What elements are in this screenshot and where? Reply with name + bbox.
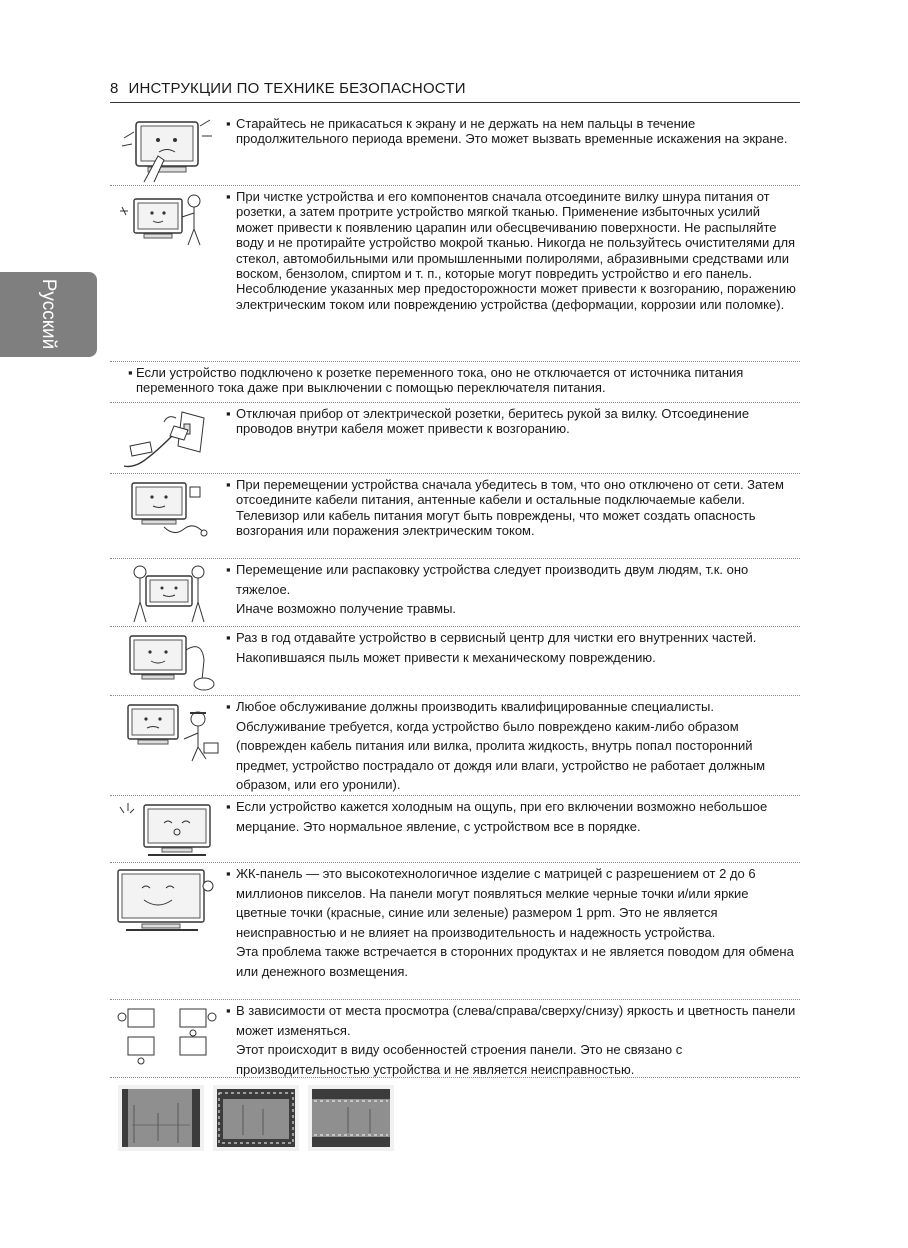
item-text: Накопившаяся пыль может привести к механическому повреждению. [236, 649, 656, 665]
two-people-carry-icon [114, 562, 224, 624]
page-title: ИНСТРУКЦИИ ПО ТЕХНИКЕ БЕЗОПАСНОСТИ [128, 80, 466, 97]
plug-unplug-icon [114, 406, 224, 472]
safety-item: ▪ Раз в год отдавайте устройство в сервисный центр для чистки его внутренних частей. Накопившаяся пыль может привести к механическому повреждению. [110, 626, 800, 696]
viewing-angle-icon [114, 1003, 224, 1065]
tv-cleaning-icon [114, 189, 224, 249]
item-text: В зависимости от места просмотра (слева/справа/сверху/снизу) яркость и цветность панели может изменяться. [236, 1003, 796, 1038]
page-number: 8 [110, 80, 119, 97]
service-technician-icon [114, 699, 224, 763]
safety-item: ▪ В зависимости от места просмотра (слева/справа/сверху/снизу) яркость и цветность панели может изменяться. Этот происходит в виду особенностей строения панели. Это не связано с производительностью устройства и не является неисправностью. [110, 999, 800, 1078]
safety-item: ▪ Если устройство кажется холодным на ощупь, при его включении возможно небольшое мерцание. Это нормальное явление, с устройством все в порядке. [110, 795, 800, 863]
item-text: ЖК-панель — это высокотехнологичное изделие с матрицей с разрешением от 2 до 6 миллионов пикселов. На панели могут появляться мелкие черные точки и/или яркие цветные точки (красные, синие или зеленые) размером 1 ppm. Это не является неисправностью и не влияет на производительность и надежность устройства. [236, 866, 756, 940]
item-text: При перемещении устройства сначала убедитесь в том, что оно отключено от сети. Затем отсоедините кабели питания, антенные кабели и остальные подключаемые кабели. [236, 477, 784, 508]
safety-item: ▪ При перемещении устройства сначала убедитесь в том, что оно отключено от сети. Затем отсоедините кабели питания, антенные кабели и остальные подключаемые кабели. Телевизор или кабель питания могут быть повреждены, что может создать опасность возгорания или поражения электрическим током. [110, 473, 800, 559]
item-text: Эта проблема также встречается в сторонних продуктах и не является поводом для обмена или денежного возмещения. [236, 944, 794, 979]
page-header [110, 80, 800, 103]
screen-photo-2 [213, 1085, 299, 1151]
tv-pixels-icon [114, 866, 224, 936]
safety-item: ▪ Отключая прибор от электрической розетки, беритесь рукой за вилку. Отсоединение проводов внутри кабеля может привести к возгоранию. [110, 402, 800, 474]
item-text: Любое обслуживание должны производить квалифицированные специалисты. Обслуживание требуется, когда устройство было повреждено каким-либо образом (поврежден кабель питания или вилка, пролита жидкость, внутрь попал посторонний предмет, устройство пострадало от дождя или влаги, устройство не работает должным образом, или его уронили). [236, 699, 766, 792]
tv-touch-icon [114, 116, 224, 184]
item-text: Старайтесь не прикасаться к экрану и не держать на нем пальцы в течение продолжительного периода времени. Это может вызвать временные искажения на экране. [236, 116, 788, 147]
language-tab-label: Русский [38, 278, 59, 350]
screen-photo-1 [118, 1085, 204, 1151]
safety-item: ▪ Старайтесь не прикасаться к экрану и не держать на нем пальцы в течение продолжительного периода времени. Это может вызвать временные искажения на экране. [110, 112, 800, 186]
item-text: Перемещение или распаковку устройства следует производить двум людям, т.к. оно тяжелое. [236, 562, 749, 597]
item-text: Этот происходит в виду особенностей строения панели. Это не связано с производительностью устройства и не является неисправностью. [236, 1042, 683, 1077]
item-text: Если устройство подключено к розетке переменного тока, оно не отключается от источника питания переменного тока даже при выключении с помощью переключателя питания. [136, 365, 744, 396]
safety-item: ▪ Перемещение или распаковку устройства следует производить двум людям, т.к. оно тяжелое. Иначе возможно получение травмы. [110, 558, 800, 627]
safety-item: ▪ ЖК-панель — это высокотехнологичное изделие с матрицей с разрешением от 2 до 6 миллионов пикселов. На панели могут появляться мелкие черные точки и/или яркие цветные точки (красные, синие или зеленые) размером 1 ppm. Это не является неисправностью и не влияет на производительность и надежность устройства. Эта проблема также встречается в сторонних продуктах и не является поводом для обмена или денежного возмещения. [110, 862, 800, 1000]
language-tab [0, 272, 97, 357]
item-text: Раз в год отдавайте устройство в сервисный центр для чистки его внутренних частей. [236, 630, 757, 645]
item-text: Иначе возможно получение травмы. [236, 601, 457, 616]
tv-vacuum-icon [114, 630, 224, 692]
item-text: Отключая прибор от электрической розетки, беритесь рукой за вилку. Отсоединение проводов внутри кабеля может привести к возгоранию. [236, 406, 750, 437]
safety-item: ▪ Любое обслуживание должны производить квалифицированные специалисты. Обслуживание требуется, когда устройство было повреждено каким-либо образом (поврежден кабель питания или вилка, пролита жидкость, внутрь попал посторонний предмет, устройство пострадало от дождя или влаги, устройство не работает должным образом, или его уронили). [110, 695, 800, 796]
tv-cold-icon [114, 799, 224, 861]
safety-item: ▪ При чистке устройства и его компонентов сначала отсоедините вилку шнура питания от розетки, а затем протрите устройство мягкой тканью. Применение избыточных усилий может привести к появлению царапин или обесцвечиванию поверхности. Не распыляйте воду и не протирайте устройство мокрой тканью. Никогда не пользуйтесь очистителями для стекол, автомобильными или промышленными полиролями, абразивными средствами или воском, бензолом, спиртом и т. п., которые могут повредить устройство и его панель. Несоблюдение указанных мер предосторожности может привести к возгоранию, поражению электрическим током или повреждению устройства (деформации, коррозии или поломке). [110, 185, 800, 362]
safety-item: ▪ Если устройство подключено к розетке переменного тока, оно не отключается от источника питания переменного тока даже при выключении с помощью переключателя питания. [110, 361, 800, 403]
item-text: При чистке устройства и его компонентов сначала отсоедините вилку шнура питания от розетки, а затем протрите устройство мягкой тканью. Применение избыточных усилий может привести к появлению царапин или обесцвечиванию поверхности. Не распыляйте воду и не протирайте устройство мокрой тканью. Никогда не пользуйтесь очистителями для стекол, автомобильными или промышленными полиролями, абразивными средствами или воском, бензолом, спиртом и т. п., которые могут повредить устройство и его панель. [236, 189, 796, 282]
item-text: Если устройство кажется холодным на ощупь, при его включении возможно небольшое мерцание. Это нормальное явление, с устройством все в порядке. [236, 799, 768, 834]
item-text: Телевизор или кабель питания могут быть повреждены, что может создать опасность возгорания или поражения электрическим током. [236, 507, 756, 539]
tv-cables-icon [114, 477, 224, 543]
item-text: Несоблюдение указанных мер предосторожности может привести к возгоранию, поражению электрическим током или повреждению устройства (деформации, коррозии или поломке). [236, 281, 796, 312]
screen-photo-3 [308, 1085, 394, 1151]
